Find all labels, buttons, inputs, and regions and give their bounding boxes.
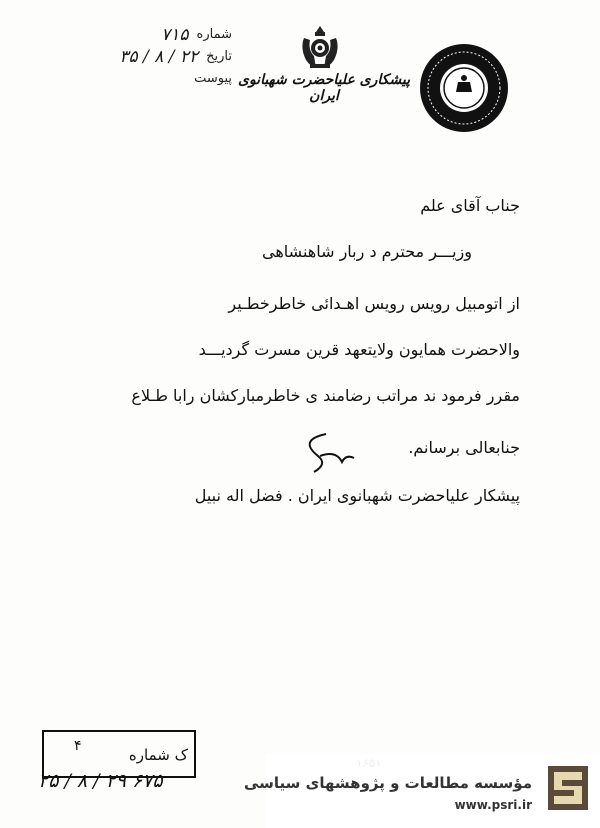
signature-block: پیشکار علیاحضرت شهبانوی ایران . فضل اله نبیل <box>194 486 520 505</box>
date-value: ۲۲ / ۸ / ۳۵ <box>119 47 199 67</box>
letter-meta <box>92 24 232 90</box>
body-line-3: مقرر فرمود ند مراتب رضامند ی خاطرمبارکشان رابا طـلاع <box>131 386 520 405</box>
body-line-4: جنابعالی برسانم. <box>408 438 520 457</box>
body-line-2: والاحضرت همایون ولایتعهد قرین مسرت گردیـــد <box>198 340 520 359</box>
recipient-title: وزیـــر محترم د ربار شاهنشاهی <box>262 242 472 261</box>
body-line-1: از اتومبیل رویس رویس اهـدائی خاطرخطـیر <box>228 294 520 313</box>
date-label: تاریخ <box>206 49 232 64</box>
attachment-row <box>92 68 232 90</box>
date-row <box>92 46 232 68</box>
watermark-text: مؤسسه مطالعات و پژوهشهای سیاسی <box>243 774 532 792</box>
watermark <box>243 754 600 828</box>
stamp-label: ک شماره <box>128 746 188 764</box>
salutation: جناب آقای علم <box>420 196 520 215</box>
round-seal-icon <box>418 42 510 134</box>
signature-mark <box>296 430 366 476</box>
office-title: پیشکاری علیاحضرت شهبانوی ایران <box>237 72 410 104</box>
stamp-date: ۲۵ / ۸ / ۲۹ ۶۷۵ <box>38 770 163 792</box>
number-row <box>92 24 232 46</box>
watermark-url: www.psri.ir <box>454 798 532 812</box>
stamp-number: ۴ <box>74 738 82 754</box>
psri-logo-icon <box>548 766 588 810</box>
attachment-label: پیوست <box>194 71 232 86</box>
royal-crest-icon <box>296 24 344 72</box>
number-label: شماره <box>196 27 232 42</box>
number-value: ۷۱۵ <box>161 25 189 45</box>
